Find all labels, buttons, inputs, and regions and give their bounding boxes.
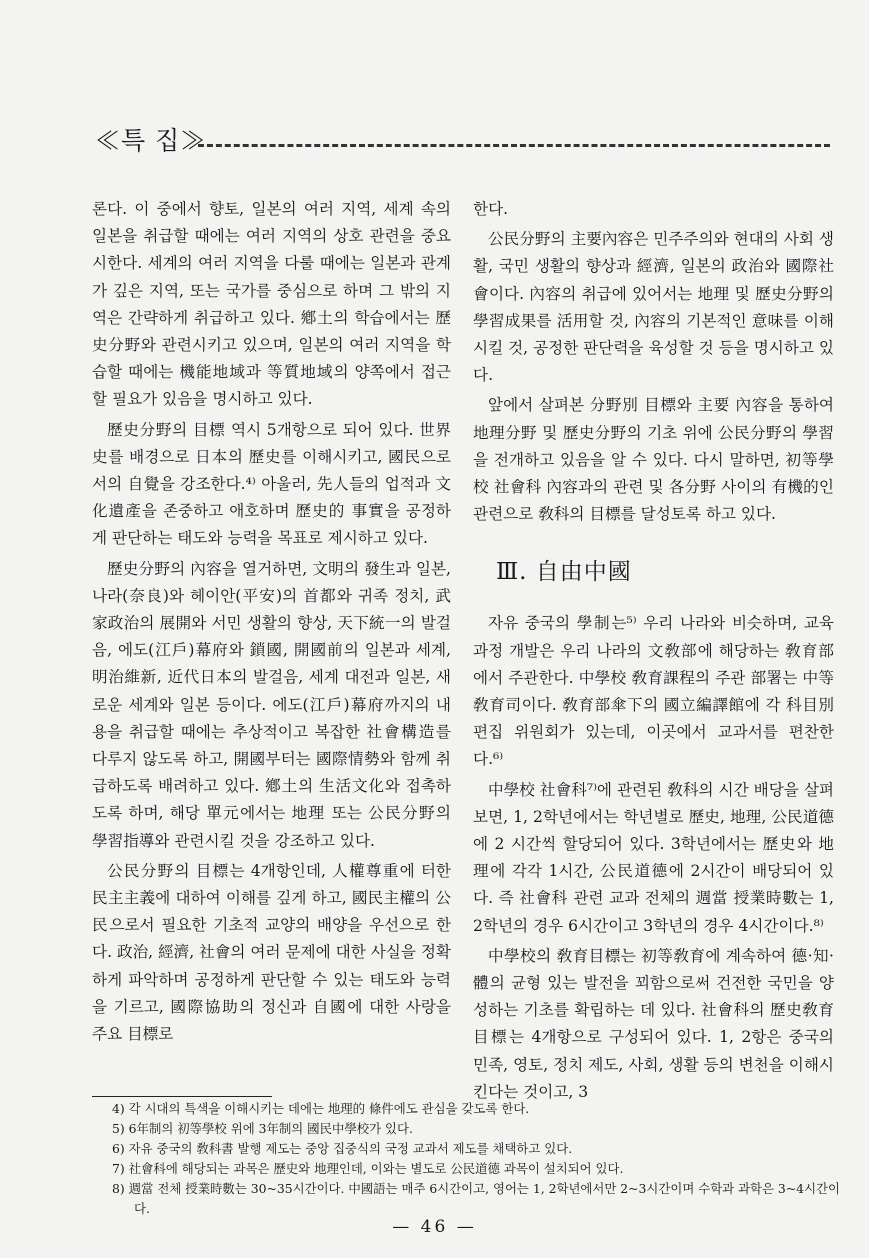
footnote-rule (92, 1096, 272, 1097)
paragraph: 앞에서 살펴본 分野別 目標와 主要 內容을 통하여 地理分野 및 歷史分野의 기초 위에 公民分野의 學習을 전개하고 있음을 알 수 있다. 다시 말하면, 初等學校 社會科 內容과의 관련 및 各分野 사이의 有機的인 관련으로 敎科의 目標를 달성토록 하고 있다. (473, 396, 834, 524)
left-column (92, 196, 451, 1051)
paragraph: 론다. 이 중에서 향토, 일본의 여러 지역, 세계 속의 일본을 취급할 때에는 여러 지역의 상호 관련을 중요시한다. 세계의 여러 지역을 다룰 때에는 일본과 관계가 깊은 지역, 또는 국가를 중심으로 하며 그 밖의 지역은 간략하게 취급하고 있다. 鄕土의 학습에서는 歷史分野와 관련시키고 있으며, 일본의 여러 지역을 학습할 때에는 機能地域과 等質地域의 양쪽에서 접근할 필요가 있음을 명시하고 있다. (92, 200, 451, 409)
page-header (95, 124, 835, 164)
paragraph: 한다. (473, 200, 509, 218)
footnote: 6) 자유 중국의 敎科書 발행 제도는 중앙 집중식의 국정 교과서 제도를 채택하고 있다. (112, 1141, 573, 1156)
header-dashed-rule (198, 144, 830, 147)
footnote: 5) 6年制의 初等學校 위에 3年制의 國民中學校가 있다. (112, 1121, 413, 1136)
footnotes (112, 1099, 842, 1219)
right-column-bottom (473, 610, 834, 1106)
paragraph: 中學校 社會科⁷⁾에 관련된 敎科의 시간 배당을 살펴보면, 1, 2학년에서는 학년별로 歷史, 地理, 公民道德에 2 시간씩 할당되어 있다. 3학년에서는 歷史와 地理에 각각 1시간, 公民道德에 2시간이 배당되어 있다. 즉 社會科 관련 교과 전체의 週當 授業時數는 1, 2학년의 경우 6시간이고 3학년의 경우 4시간이다.⁸⁾ (473, 780, 834, 935)
paragraph: 中學校의 敎育目標는 初等敎育에 계속하여 德·知·體의 균형 있는 발전을 꾀함으로써 건전한 국민을 양성하는 기초를 확립하는 데 있다. 社會科의 歷史敎育 目標는 4개항으로 구성되어 있다. 1, 2항은 중국의 민족, 영토, 정치 제도, 사회, 생활 등의 변천을 이해시킨다는 것이고, 3 (473, 946, 834, 1101)
header-title: ≪특 집≫ (95, 126, 207, 155)
footnote: 8) 週當 전체 授業時數는 30~35시간이다. 中國語는 매주 6시간이고, 영어는 1, 2학년에서만 2~3시간이며 수학과 과학은 3~4시간이다. (112, 1181, 840, 1216)
section-heading: Ⅲ. 自由中國 (496, 559, 632, 586)
right-column (473, 196, 834, 1109)
footnote: 7) 社會科에 해당되는 과목은 歷史와 地理인데, 이와는 별도로 公民道德 과목이 설치되어 있다. (112, 1161, 624, 1176)
paragraph: 자유 중국의 學制는⁵⁾ 우리 나라와 비슷하며, 교육 과정 개발은 우리 나라의 文敎部에 해당하는 敎育部에서 주관한다. 中學校 敎育課程의 주관 部署는 中等敎育司이다. 敎育部傘下의 國立編譯館에 각 科目別 편집 위원회가 있는데, 이곳에서 교과서를 편찬한다.⁶⁾ (473, 614, 834, 769)
paragraph: 公民分野의 目標는 4개항인데, 人權尊重에 터한 民主主義에 대하여 이해를 깊게 하고, 國民主權의 公民으로서 필요한 기초적 교양의 배양을 우선으로 한다. 政治, 經濟, 社會의 여러 문제에 대한 사실을 정확하게 파악하며 공정하게 판단할 수 있는 태도와 능력을 기르고, 國際協助의 정신과 自國에 대한 사랑을 주요 目標로 (92, 861, 451, 1044)
paragraph: 公民分野의 主要內容은 민주주의와 현대의 사회 생활, 국민 생활의 향상과 經濟, 일본의 政治와 國際社會이다. 內容의 취급에 있어서는 地理 및 歷史分野의 學習成果를 活用할 것, 內容의 기본적인 意味를 이해시킬 것, 공정한 판단력을 육성할 것 등을 명시하고 있다. (473, 230, 834, 385)
paragraph: 歷史分野의 目標 역시 5개항으로 되어 있다. 世界史를 배경으로 日本의 歷史를 이해시키고, 國民으로서의 自覺을 강조한다.⁴⁾ 아울러, 先人들의 업적과 文化遺產을 존중하고 애호하며 歷史的 事實을 공정하게 판단하는 태도와 능력을 목표로 제시하고 있다. (92, 420, 451, 548)
paragraph: 歷史分野의 內容을 열거하면, 文明의 發生과 일본, 나라(奈良)와 헤이안(平安)의 首都와 귀족 정치, 武家政治의 展開와 서민 생활의 향상, 天下統一의 발걸음, 에도(江戶)幕府와 鎖國, 開國前의 일본과 세계, 明治維新, 近代日本의 발걸음, 세계 대전과 일본, 새로운 세계와 일본 등이다. 에도(江戶)幕府까지의 내용을 취급할 때에는 추상적이고 복잡한 社會構造를 다루지 않도록 하고, 開國부터는 國際情勢와 함께 취급하도록 배려하고 있다. 鄕土의 生活文化와 접촉하도록 하며, 해당 單元에서는 地理 또는 公民分野의 學習指導와 관련시킬 것을 강조하고 있다. (92, 559, 451, 850)
page-number: — 46 — (392, 1217, 477, 1237)
right-column-top (473, 196, 834, 528)
footnote: 4) 각 시대의 특색을 이해시키는 데에는 地理的 條件에도 관심을 갖도록 한다. (112, 1101, 530, 1116)
